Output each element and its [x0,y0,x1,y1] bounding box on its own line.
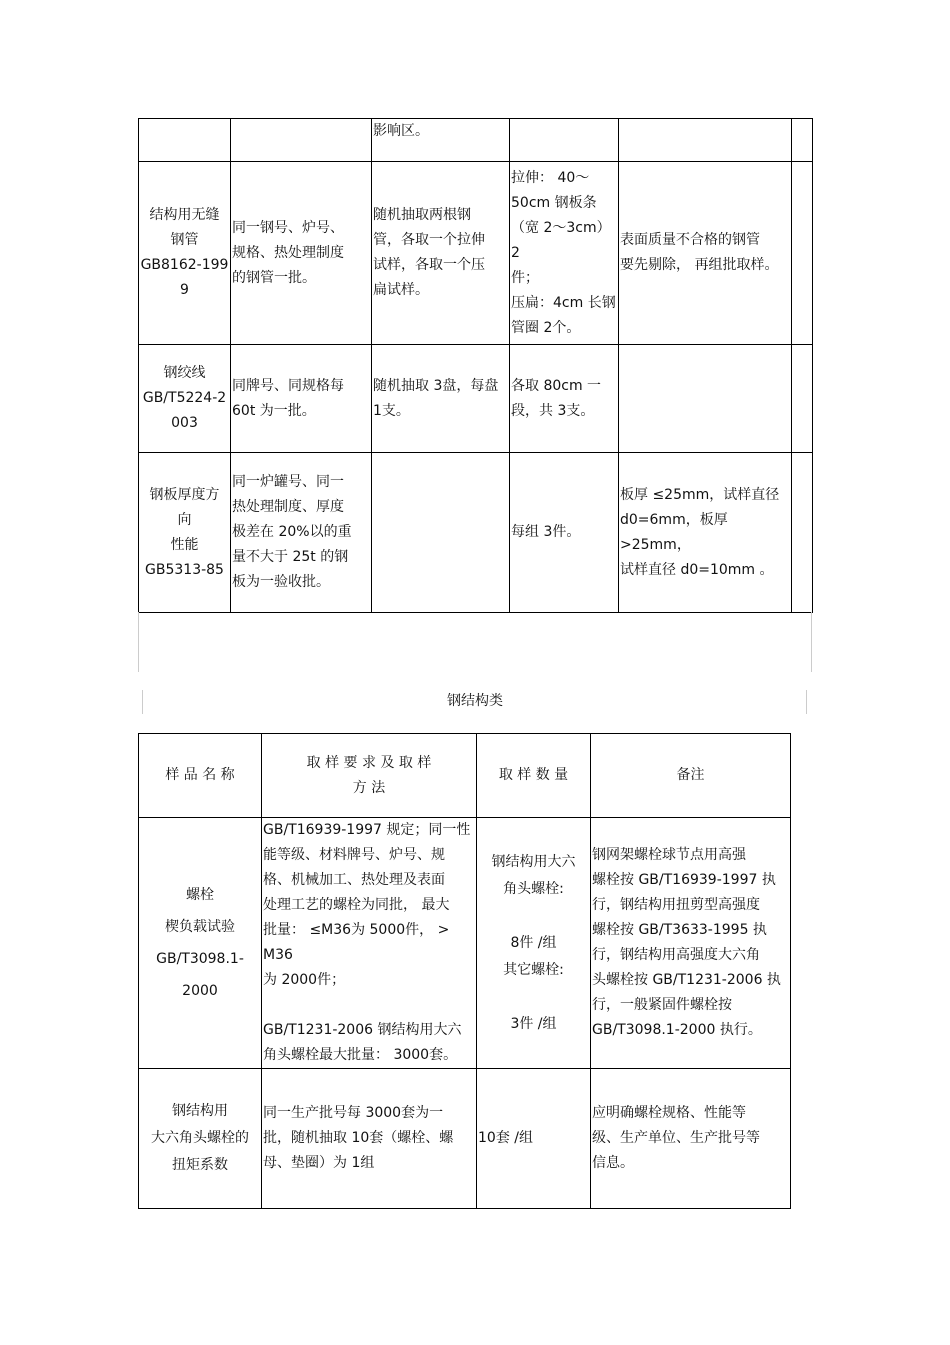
lot-cell: 同牌号、同规格每 60t 为一批。 [231,345,372,453]
method-cell: 随机抽取 3盘，每盘 1支。 [372,345,510,453]
spacer-cell [792,162,813,345]
method-cell: 同一生产批号每 3000套为一 批，随机抽取 10套（螺栓、螺 母、垫圈）为 1组 [262,1069,477,1209]
method-cell: GB/T16939-1997 规定；同一性 能等级、材料牌号、炉号、规 格、机械加工、热处理及表面 处理工艺的螺栓为同批， 最大 批量： ≤M36为 5000件， > M36 为 2000件； GB/T1231-2006 钢结构用大六 角头螺栓最大批量： 3000套。 [262,818,477,1069]
section-title: 钢结构类 [447,693,503,709]
table-row [139,345,813,453]
divider [138,612,139,672]
sample-name-cell: 钢板厚度方 向 性能 GB5313-85 [139,453,231,613]
method-cell: 影响区。 [372,119,510,162]
method-cell [372,453,510,613]
quantity-cell [510,119,619,162]
spacer-cell [792,345,813,453]
header-method: 取 样 要 求 及 取 样 方 法 [262,734,477,818]
sample-name-cell: 钢结构用 大六角头螺栓的 扭矩系数 [139,1069,262,1209]
header-sample-name: 样 品 名 称 [139,734,262,818]
sample-name-cell: 结构用无缝 钢管 GB8162-199 9 [139,162,231,345]
quantity-cell: 各取 80cm 一 段，共 3支。 [510,345,619,453]
quantity-cell: 钢结构用大六 角头螺栓: 8件 /组 其它螺栓: 3件 /组 [477,818,591,1069]
lot-cell: 同一炉罐号、同一 热处理制度、厚度 极差在 20%以的重 量不大于 25t 的钢 板为一验收批。 [231,453,372,613]
sample-name-cell: 钢绞线 GB/T5224-2 003 [139,345,231,453]
spacer-cell [792,453,813,613]
table-row [139,818,791,1069]
table-row [139,162,813,345]
note-cell [619,119,792,162]
quantity-cell: 10套 /组 [477,1069,591,1209]
note-cell: 钢网架螺栓球节点用高强 螺栓按 GB/T16939-1997 执 行，钢结构用扭剪型高强度 螺栓按 GB/T3633-1995 执 行，钢结构用高强度大六角 头螺栓按 GB/T1231-2006 执 行，一般紧固件螺栓按 GB/T3098.1-2000 执行。 [591,818,791,1069]
quantity-cell: 拉伸： 40～ 50cm 钢板条 （宽 2～3cm）2 件； 压扁：4cm 长钢 管圈 2个。 [510,162,619,345]
lot-cell [231,119,372,162]
note-cell: 表面质量不合格的钢管 要先剔除， 再组批取样。 [619,162,792,345]
sampling-table-steel-structure [138,733,791,1209]
quantity-cell: 每组 3件。 [510,453,619,613]
sample-name-cell [139,119,231,162]
spacer-cell [792,119,813,162]
note-cell: 应明确螺栓规格、性能等 级、生产单位、生产批号等 信息。 [591,1069,791,1209]
lot-cell: 同一钢号、炉号、 规格、热处理制度 的钢管一批。 [231,162,372,345]
header-note: 备注 [591,734,791,818]
header-quantity: 取 样 数 量 [477,734,591,818]
method-cell: 随机抽取两根钢 管，各取一个拉伸 试样，各取一个压 扁试样。 [372,162,510,345]
table-header-row [139,734,791,818]
note-cell [619,345,792,453]
table-row [139,119,813,162]
table-row [139,453,813,613]
table-row [139,1069,791,1209]
divider [811,612,812,672]
sampling-table-steel [138,118,813,613]
sample-name-cell: 螺栓 楔负载试验 GB/T3098.1- 2000 [139,818,262,1069]
note-cell: 板厚 ≤25mm，试样直径 d0=6mm，板厚 >25mm， 试样直径 d0=10mm 。 [619,453,792,613]
